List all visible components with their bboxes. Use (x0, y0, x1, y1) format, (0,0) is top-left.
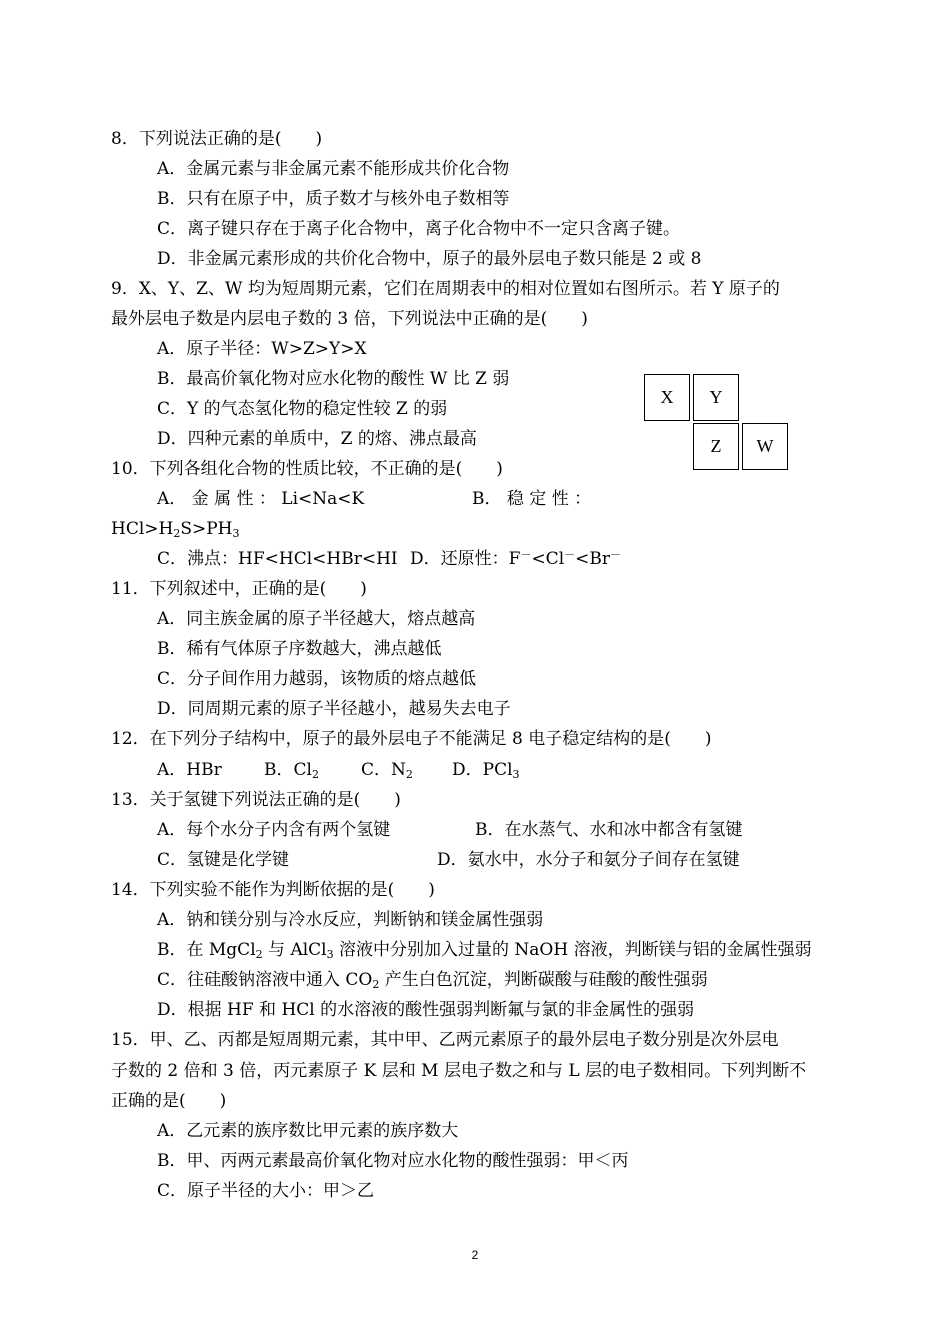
q9-stem-line2: 最外层电子数是内层电子数的 3 倍，下列说法中正确的是( ) (111, 309, 588, 329)
q13-option-a: A．每个水分子内含有两个氢键 (157, 820, 391, 840)
q15-stem-line3: 正确的是( ) (111, 1091, 227, 1111)
q8-option-d: D．非金属元素形成的共价化合物中，原子的最外层电子数只能是 2 或 8 (157, 249, 702, 269)
q14-stem: 14．下列实验不能作为判断依据的是( ) (111, 880, 435, 900)
q12-option-d: D．PCl$_3$ (452, 760, 520, 781)
q12-option-a: A．HBr (157, 760, 222, 780)
q9-option-d: D．四种元素的单质中，Z 的熔、沸点最高 (157, 429, 477, 449)
q10-option-d: D．还原性：F－<Cl－<Br－ (410, 548, 622, 569)
cell-x: X (644, 374, 690, 421)
q15-stem-line1: 15．甲、乙、丙都是短周期元素，其中甲、乙两元素原子的最外层电子数分别是次外层电 (111, 1030, 779, 1050)
q12-option-c: C．$N_2$ (361, 760, 413, 781)
q11-option-b: B．稀有气体原子序数越大，沸点越低 (157, 639, 442, 659)
q12-stem: 12．在下列分子结构中，原子的最外层电子不能满足 8 电子稳定结构的是( ) (111, 729, 712, 749)
q15-option-b: B．甲、丙两元素最高价氧化物对应水化物的酸性强弱：甲＜丙 (157, 1151, 629, 1171)
q8-option-a: A．金属元素与非金属元素不能形成共价化合物 (157, 159, 510, 179)
q13-stem: 13．关于氢键下列说法正确的是( ) (111, 790, 401, 810)
q14-option-c: C．往硅酸钠溶液中通入 $CO_2$ 产生白色沉淀，判断碳酸与硅酸的酸性强弱 (157, 970, 708, 991)
periodic-table-fragment (644, 374, 792, 472)
page-number: 2 (471, 1248, 479, 1262)
q15-stem-line2: 子数的 2 倍和 3 倍，丙元素原子 K 层和 M 层电子数之和与 L 层的电子数相同。下列判断不 (111, 1061, 807, 1081)
cell-w: W (742, 423, 788, 470)
cell-y: Y (693, 374, 739, 421)
q12-option-b: B．$Cl_2$ (264, 760, 319, 781)
q10-stem: 10．下列各组化合物的性质比较，不正确的是( ) (111, 459, 503, 479)
q15-option-c: C．原子半径的大小：甲＞乙 (157, 1181, 375, 1201)
q11-stem: 11．下列叙述中，正确的是( ) (111, 579, 367, 599)
q9-option-b: B．最高价氧化物对应水化物的酸性 W 比 Z 弱 (157, 369, 510, 389)
q14-option-a: A．钠和镁分别与冷水反应，判断钠和镁金属性强弱 (157, 910, 544, 930)
q10-option-c: C．沸点：HF<HCl<HBr<HI (157, 549, 398, 569)
q10-option-a: A． 金 属 性 ： Li<Na<K (157, 489, 365, 509)
q8-option-c: C．离子键只存在于离子化合物中，离子化合物中不一定只含离子键。 (157, 219, 681, 239)
q11-option-d: D．同周期元素的原子半径越小，越易失去电子 (157, 699, 511, 719)
q9-stem-line1: 9．X、Y、Z、W 均为短周期元素，它们在周期表中的相对位置如右图所示。若 Y 原子的 (111, 279, 780, 299)
cell-z: Z (693, 423, 739, 470)
q10-option-b-cont: $HCl>H_2S>PH_3$ (111, 519, 240, 540)
q11-option-c: C．分子间作用力越弱，该物质的熔点越低 (157, 669, 477, 689)
q13-option-c: C．氢键是化学键 (157, 850, 290, 870)
q11-option-a: A．同主族金属的原子半径越大，熔点越高 (157, 609, 476, 629)
q14-option-b: B．在 MgCl$_2$ 与 AlCl$_3$ 溶液中分别加入过量的 NaOH 溶液，判断镁与铝的金属性强弱 (157, 940, 812, 961)
q9-option-c: C．Y 的气态氢化物的稳定性较 Z 的弱 (157, 399, 448, 419)
q9-option-a: A．原子半径：W>Z>Y>X (157, 339, 367, 359)
q10-option-b-prefix: B． 稳 定 性 ： (472, 489, 592, 509)
q13-option-d: D．氨水中，水分子和氨分子间存在氢键 (437, 850, 740, 870)
q8-option-b: B．只有在原子中，质子数才与核外电子数相等 (157, 189, 510, 209)
q14-option-d: D．根据 HF 和 HCl 的水溶液的酸性强弱判断氟与氯的非金属性的强弱 (157, 1000, 695, 1020)
q15-option-a: A．乙元素的族序数比甲元素的族序数大 (157, 1121, 459, 1141)
q13-option-b: B．在水蒸气、水和冰中都含有氢键 (475, 820, 743, 840)
q8-stem: 8．下列说法正确的是( ) (111, 129, 323, 149)
